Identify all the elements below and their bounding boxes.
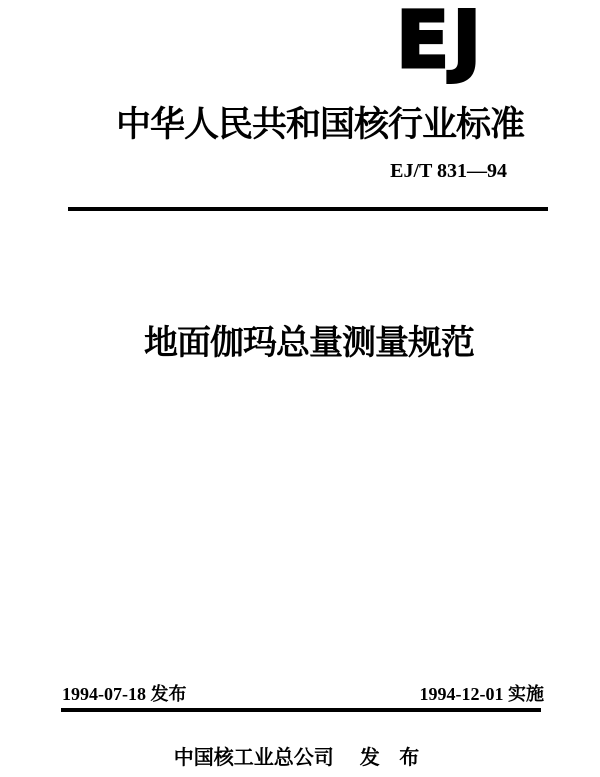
publish-action-label: 发 布 xyxy=(359,747,427,769)
document-title: 地面伽玛总量测量规范 xyxy=(144,324,474,362)
ej-logo: EJ xyxy=(396,0,485,86)
publisher-name: 中国核工业总公司 xyxy=(173,747,334,769)
standard-title: 中华人民共和国核行业标准 xyxy=(116,105,525,144)
standard-number: EJ/T 831—94 xyxy=(390,160,507,182)
footer-rule xyxy=(61,708,541,712)
implementation-date: 1994-12-01 实施 xyxy=(419,684,544,704)
dates-row xyxy=(62,680,544,706)
header-rule xyxy=(68,207,548,211)
release-date: 1994-07-18 发布 xyxy=(62,684,187,704)
publisher-row xyxy=(0,741,600,770)
